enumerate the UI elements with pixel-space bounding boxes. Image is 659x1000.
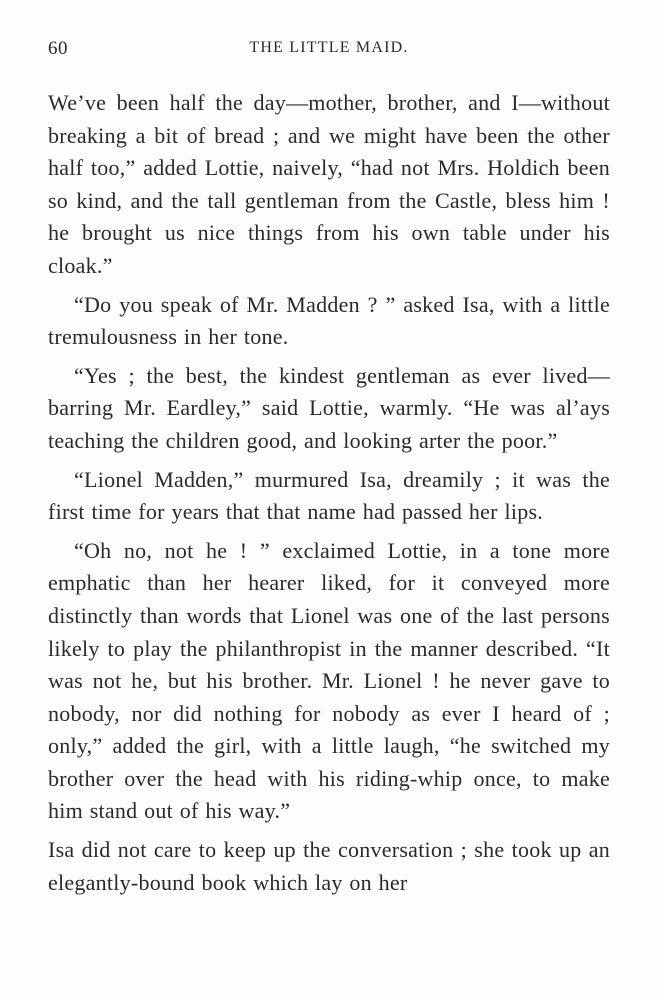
body-text — [48, 87, 610, 905]
paragraph: “Yes ; the best, the kindest gentleman as ever lived—barring Mr. Eardley,” said Lottie, warmly. “He was al’ays teaching the children good, and looking arter the poor.” — [48, 362, 610, 453]
paragraph: “Lionel Madden,” murmured Isa, dreamily ; it was the first time for years that that name had passed her lips. — [48, 466, 610, 525]
paragraph: “Do you speak of Mr. Madden ? ” asked Isa, with a little tremulousness in her tone. — [48, 291, 610, 350]
paragraph: Isa did not care to keep up the conversation ; she took up an elegantly-bound book which lay on her — [48, 837, 610, 895]
paragraph: “Oh no, not he ! ” exclaimed Lottie, in a tone more emphatic than her hearer liked, for it conveyed more distinctly than words that Lionel was one of the last persons likely to play the philanthropist in the manner described. “It was not he, but his brother. Mr. Lionel ! he never gave to nobody, nor did nothing for nobody as ever I heard of ; only,” added the girl, with a little laugh, “he switched my brother over the head with his riding-whip once, to make him stand out of his way.” — [48, 537, 610, 824]
page-number: 60 — [48, 38, 68, 59]
paragraph: We’ve been half the day—mother, brother, and I—without breaking a bit of bread ; and we might have been the other half too,” added Lottie, naively, “had not Mrs. Holdich been so kind, and the tall gentleman from the Castle, bless him ! he brought us nice things from his own table under his cloak.” — [48, 90, 610, 278]
page-header — [48, 38, 610, 68]
running-head: THE LITTLE MAID. — [249, 39, 409, 56]
